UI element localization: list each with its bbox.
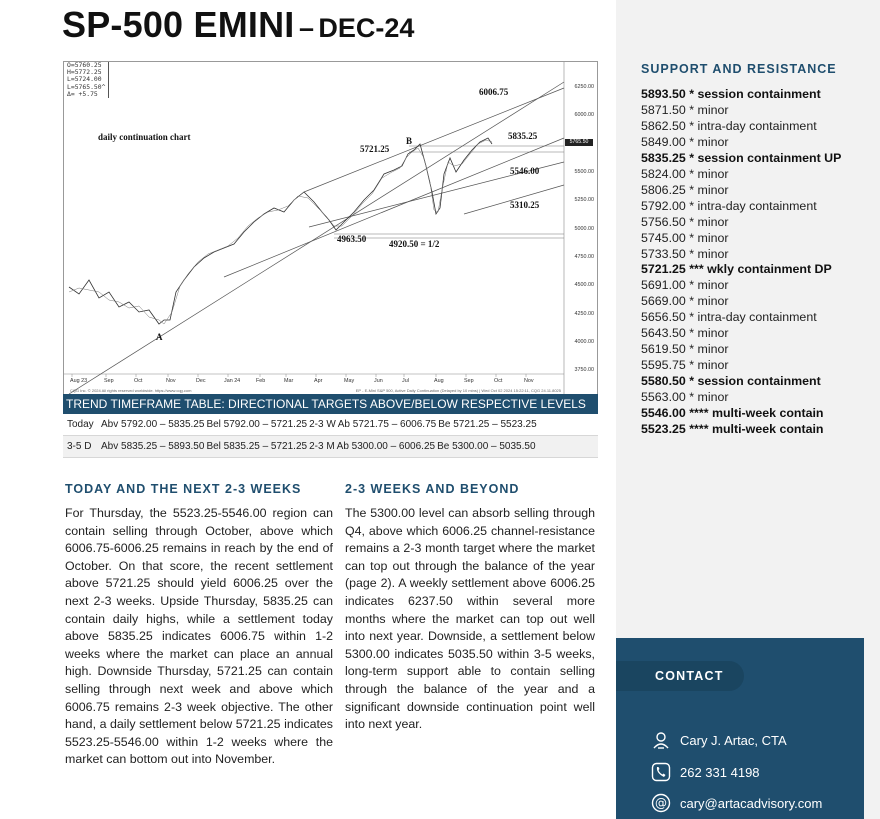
chart-copyright: CQG Inc. © 2024 All rights reserved worldwide. https://www.cqg.com — [70, 388, 192, 393]
label-5721: 5721.25 — [360, 144, 390, 154]
phone-icon — [651, 762, 671, 782]
stat-last: L=5765.50^ — [67, 82, 106, 91]
table-cell: 2-3 M — [309, 441, 335, 452]
y-tick: 4500.00 — [574, 282, 594, 288]
x-tick: Dec — [196, 378, 206, 384]
row-label: Today — [67, 419, 94, 430]
x-tick: May — [344, 378, 355, 384]
sr-level: 5546.00 **** multi-week contain — [641, 406, 824, 421]
chart-source: EP - E-Mini S&P 500, Active Daily Continuation (Delayed by 10 mins) | Wed Oct 02 2024 15:22:11, CQG 24.11.8025 — [355, 388, 561, 393]
person-icon — [651, 730, 671, 750]
sr-level: 5595.75 * minor — [641, 358, 729, 373]
table-cell: Abv 5792.00 – 5835.25 — [101, 419, 205, 430]
x-tick: Feb — [256, 378, 266, 384]
row-label: 3-5 D — [67, 441, 92, 452]
x-tick: Aug — [434, 378, 444, 384]
stat-low: L=5724.00 — [67, 75, 102, 84]
sr-level: 5862.50 * intra-day containment — [641, 118, 817, 133]
label-4963: 4963.50 — [337, 234, 367, 244]
chart-caption: daily continuation chart — [98, 132, 191, 142]
beyond-body: The 5300.00 level can absorb selling through Q4, above which 6006.25 channel-resistance remains a 2-3 month target where the market can top out through the balance of the year (page 2). A weekly settlement above 6006.25 indicates 6237.50 within several more months where the market can top out well into next year. Downside, a settlement below 5300.00 indicates 5035.50 within 3-5 weeks, long-term support able to contain selling through the balance of the year and a significant downside continuation point well into next year. — [345, 506, 595, 732]
y-tick: 3750.00 — [574, 367, 594, 373]
label-B: B — [406, 136, 413, 146]
sr-level: 5721.25 *** wkly containment DP — [641, 262, 832, 277]
x-tick: Nov — [524, 378, 534, 384]
sr-level: 5824.00 * minor — [641, 166, 729, 181]
sr-level: 5619.50 * minor — [641, 342, 729, 357]
x-ticks — [72, 374, 526, 377]
contact-email-row[interactable] — [651, 793, 822, 813]
sr-level: 5806.25 * minor — [641, 182, 729, 197]
x-tick: Oct — [134, 378, 143, 384]
y-tick: 5000.00 — [574, 226, 594, 232]
y-tick: 5500.00 — [574, 169, 594, 175]
contact-name: Cary J. Artac, CTA — [680, 732, 787, 748]
x-tick: Sep — [464, 378, 474, 384]
today-body: For Thursday, the 5523.25-5546.00 region can contain selling through October, above which 6006.75-6006.25 remains in reach by the end of October. On that score, the recent settlement above 5721.25 should yield 6006.25 over the next 2-3 weeks. Upside Thursday, 5835.25 can contain daily highs, while a settlement today above 5835.25 indicates 6006.75 within 1-2 weeks where the market can place an annual high. Downside Thursday, 5721.25 can contain selling through next week and above which 6006.75 remains 2-3 week objective. The other hand, a daily settlement below 5721.25 indicates 5523.25-5546.00 within 1-2 weeks where the market can bottom out into November. — [65, 506, 333, 767]
x-tick: Sep — [104, 378, 114, 384]
table-cell: Bel 5835.25 – 5721.25 — [206, 441, 308, 452]
x-tick: Mar — [284, 378, 294, 384]
x-tick: Jul — [402, 378, 409, 384]
label-4920: 4920.50 = 1/2 — [389, 239, 440, 249]
table-row — [63, 436, 598, 458]
title-dash: – — [298, 13, 314, 43]
stat-high: H=5772.25 — [67, 68, 102, 77]
price-chart — [63, 61, 598, 395]
label-5310: 5310.25 — [510, 200, 540, 210]
table-cell: Bel 5792.00 – 5721.25 — [206, 419, 308, 430]
sr-level: 5643.50 * minor — [641, 326, 729, 341]
chart-canvas — [64, 62, 598, 395]
table-row — [63, 414, 598, 436]
sr-level: 5523.25 **** multi-week contain — [641, 422, 824, 437]
today-heading: TODAY AND THE NEXT 2-3 WEEKS — [65, 482, 302, 496]
sr-level: 5580.50 * session containment — [641, 374, 821, 389]
sr-level: 5691.00 * minor — [641, 278, 729, 293]
sr-level: 5669.00 * minor — [641, 294, 729, 309]
table-cell: Be 5721.25 – 5523.25 — [438, 419, 537, 430]
contact-heading: CONTACT — [616, 661, 744, 691]
x-tick: Apr — [314, 378, 323, 384]
beyond-heading: 2-3 WEEKS AND BEYOND — [345, 482, 520, 496]
y-tick: 6000.00 — [574, 112, 594, 118]
y-tick: 6250.00 — [574, 84, 594, 90]
sr-level: 5871.50 * minor — [641, 102, 729, 117]
contact-name-row — [651, 730, 787, 750]
title-main: SP-500 EMINI — [62, 4, 295, 45]
sr-level: 5835.25 * session containment UP — [641, 150, 842, 165]
table-cell: Abv 5835.25 – 5893.50 — [101, 441, 205, 452]
stat-change: Δ= +5.75 — [67, 89, 98, 98]
label-6006: 6006.75 — [479, 87, 509, 97]
x-tick: Aug 23 — [70, 378, 88, 384]
contact-phone-row[interactable] — [651, 762, 760, 782]
sr-level: 5656.50 * intra-day containment — [641, 310, 817, 325]
sr-level: 5756.50 * minor — [641, 214, 729, 229]
sr-level: 5893.50 * session containment — [641, 87, 821, 101]
y-tick: 4750.00 — [574, 254, 594, 260]
sr-level: 5849.00 * minor — [641, 134, 729, 149]
trend-table — [63, 394, 598, 458]
sr-level: 5745.00 * minor — [641, 230, 729, 245]
title-contract: DEC-24 — [318, 13, 415, 43]
label-5546: 5546.00 — [510, 166, 540, 176]
page-title — [62, 4, 414, 46]
trend-table-header: TREND TIMEFRAME TABLE: DIRECTIONAL TARGETS ABOVE/BELOW RESPECTIVE LEVELS — [63, 394, 598, 414]
sr-level: 5792.00 * intra-day containment — [641, 198, 817, 213]
y-tick: 4000.00 — [574, 339, 594, 345]
table-cell: Ab 5721.75 – 6006.75 — [337, 419, 437, 430]
contact-phone[interactable]: 262 331 4198 — [680, 764, 760, 780]
table-cell: 2-3 W — [309, 419, 336, 430]
stat-open: O=5760.25 — [67, 61, 102, 69]
support-resistance-heading: SUPPORT AND RESISTANCE — [641, 62, 837, 76]
support-resistance-list — [641, 87, 877, 438]
label-A: A — [156, 332, 163, 342]
ohlc-stats — [67, 62, 109, 98]
sr-level: 5563.00 * minor — [641, 390, 729, 405]
y-tick: 5250.00 — [574, 197, 594, 203]
x-tick: Jun — [374, 378, 383, 384]
last-price-marker: 5765.50 — [565, 139, 593, 146]
table-cell: Ab 5300.00 – 6006.25 — [336, 441, 436, 452]
x-tick: Oct — [494, 378, 503, 384]
contact-email[interactable]: cary@artacadvisory.com — [680, 795, 823, 811]
x-tick: Nov — [166, 378, 176, 384]
svg-text:@: @ — [655, 796, 667, 810]
at-sign-icon — [651, 793, 671, 813]
y-tick: 4250.00 — [574, 311, 594, 317]
x-tick: Jan 24 — [224, 378, 241, 384]
price-series — [69, 138, 492, 324]
sr-level: 5733.50 * minor — [641, 246, 729, 261]
label-5835: 5835.25 — [508, 131, 538, 141]
table-cell: Be 5300.00 – 5035.50 — [437, 441, 536, 452]
